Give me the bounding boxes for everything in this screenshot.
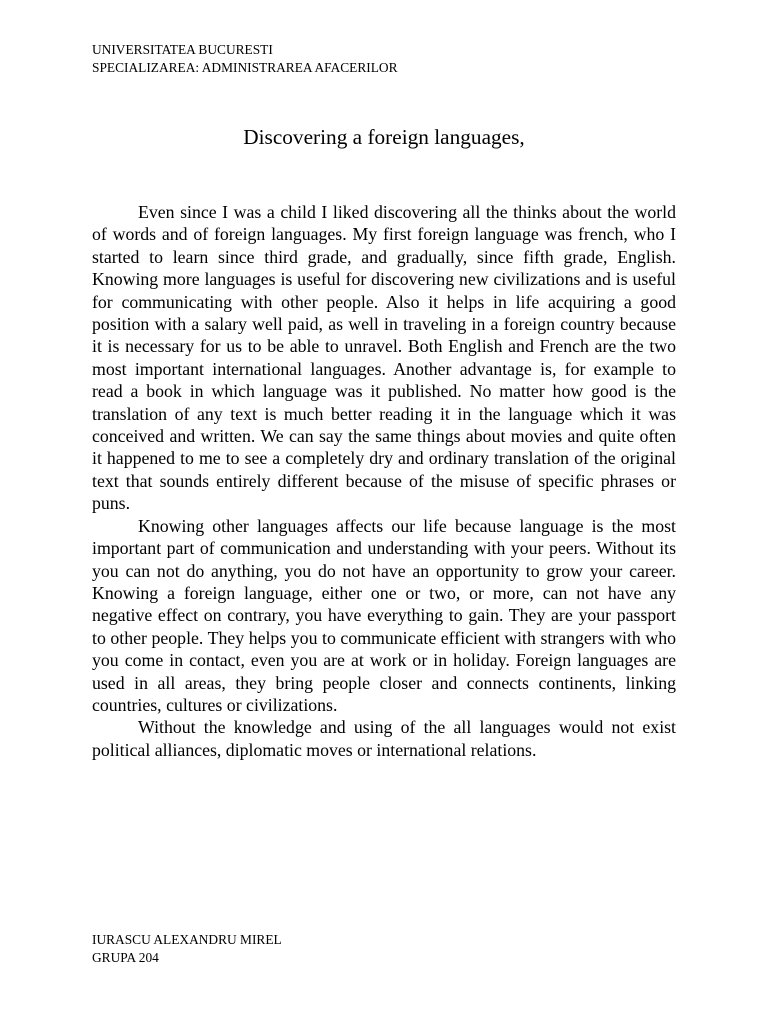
essay-title: Discovering a foreign languages, [243, 125, 525, 149]
paragraph: Knowing other languages affects our life because language is the most important part of communication and understanding with your peers. Without its you can not do anything, you do not have an opportunity to grow your career. Knowing a foreign language, either one or two, or more, can not have any negative effect on contrary, you have everything to gain. They are your passport to other people. They helps you to communicate efficient with strangers with who you come in contact, even you are at work or in holiday. Foreign languages are used in all areas, they bring people closer and connects continents, linking countries, cultures or civilizations. [92, 515, 676, 715]
author-name: IURASCU ALEXANDRU MIREL [92, 932, 282, 947]
paragraph: Even since I was a child I liked discovering all the thinks about the world of words and of foreign languages. My first foreign language was french, who I started to learn since third grade, and gradually, since fifth grade, English. Knowing more languages is useful for discovering new civilizations and is useful for communicating with other people. Also it helps in life acquiring a good position with a salary well paid, as well in traveling in a foreign country because it is necessary for us to be able to unravel. Both English and French are the two most important international languages. Another advantage is, for example to read a book in which language was it published. No matter how good is the translation of any text is much better reading it in the language which it was conceived and written. We can say the same things about movies and quite often it happened to me to see a completely dry and ordinary translation of the original text that sounds entirely different because of the misuse of specific phrases or puns. [92, 202, 676, 514]
student-group: GRUPA 204 [92, 950, 159, 965]
specialization: SPECIALIZAREA: ADMINISTRAREA AFACERILOR [92, 60, 398, 75]
document-footer [92, 931, 282, 967]
essay-body [92, 201, 676, 761]
paragraph: Without the knowledge and using of the all languages would not exist political alliances, diplomatic moves or international relations. [92, 717, 676, 760]
university-name: UNIVERSITATEA BUCURESTI [92, 42, 273, 57]
document-header [92, 41, 398, 77]
